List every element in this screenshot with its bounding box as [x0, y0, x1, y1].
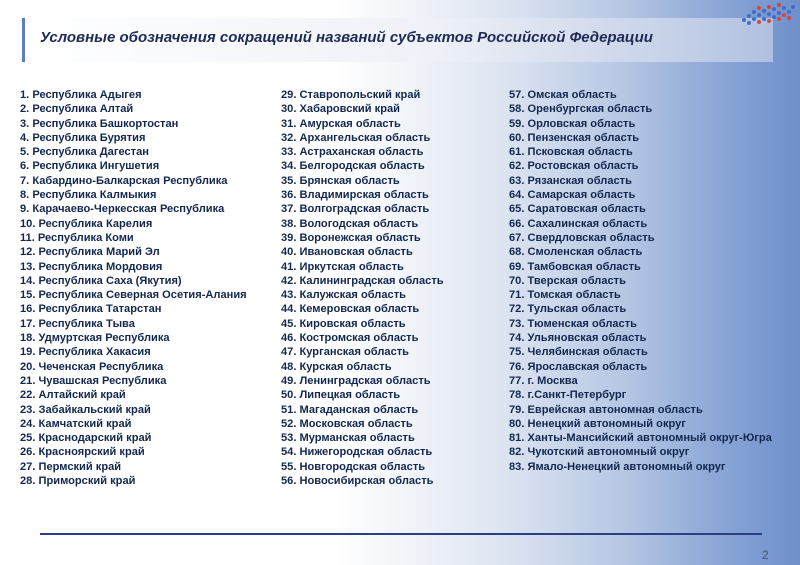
region-item: 27. Пермский край	[20, 460, 122, 473]
region-item: 79. Еврейская автономная область	[509, 403, 703, 416]
region-item: 49. Ленинградская область	[281, 374, 431, 387]
page-number: 2	[762, 548, 769, 562]
regions-column-2	[281, 88, 501, 488]
region-item: 57. Омская область	[509, 89, 617, 101]
region-item: 33. Астраханская область	[281, 146, 424, 159]
region-item: 38. Вологодская область	[281, 217, 419, 230]
region-item: 9. Карачаево-Черкесская Республика	[20, 203, 225, 216]
region-item: 64. Самарская область	[509, 189, 636, 202]
region-item: 46. Костромская область	[281, 332, 419, 345]
region-item: 45. Кировская область	[281, 317, 406, 330]
region-item: 70. Тверская область	[509, 274, 626, 287]
region-item: 16. Республика Татарстан	[20, 303, 162, 316]
region-item: 78. г.Санкт-Петербург	[509, 389, 627, 402]
region-item: 76. Ярославская область	[509, 360, 648, 373]
region-item: 50. Липецкая область	[281, 389, 401, 402]
region-item: 43. Калужская область	[281, 289, 406, 302]
region-item: 63. Рязанская область	[509, 174, 632, 187]
region-item: 48. Курская область	[281, 360, 392, 373]
region-item: 69. Тамбовская область	[509, 260, 641, 273]
region-item: 82. Чукотский автономный округ	[509, 446, 690, 459]
region-item: 51. Магаданская область	[281, 403, 419, 416]
region-item: 19. Республика Хакасия	[20, 346, 151, 359]
region-item: 13. Республика Мордовия	[20, 260, 163, 273]
region-item: 53. Мурманская область	[281, 432, 415, 445]
region-item: 83. Ямало-Ненецкий автономный округ	[509, 460, 726, 473]
region-item: 26. Красноярский край	[20, 446, 145, 459]
region-item: 74. Ульяновская область	[509, 332, 647, 345]
region-item: 47. Курганская область	[281, 346, 410, 359]
region-item: 71. Томская область	[509, 289, 621, 302]
region-item: 4. Республика Бурятия	[20, 131, 146, 144]
region-item: 62. Ростовская область	[509, 160, 639, 173]
region-item: 2. Республика Алтай	[20, 103, 134, 116]
region-item: 65. Саратовская область	[509, 203, 646, 216]
region-item: 39. Воронежская область	[281, 231, 421, 244]
region-item: 15. Республика Северная Осетия-Алания	[20, 289, 247, 302]
region-item: 54. Нижегородская область	[281, 446, 433, 459]
region-item: 32. Архангельская область	[281, 131, 431, 144]
region-item: 10. Республика Карелия	[20, 217, 153, 230]
region-item: 23. Забайкальский край	[20, 403, 151, 416]
region-item: 11. Республика Коми	[20, 231, 134, 244]
region-item: 34. Белгородская область	[281, 160, 425, 173]
region-item: 56. Новосибирская область	[281, 475, 434, 488]
region-item: 24. Камчатский край	[20, 417, 132, 430]
region-item: 7. Кабардино-Балкарская Республика	[20, 174, 228, 187]
region-item: 41. Иркутская область	[281, 260, 404, 273]
region-item: 1. Республика Адыгея	[20, 89, 142, 101]
region-item: 5. Республика Дагестан	[20, 146, 149, 159]
region-item: 44. Кемеровская область	[281, 303, 420, 316]
region-item: 3. Республика Башкортостан	[20, 117, 179, 130]
region-item: 58. Оренбургская область	[509, 103, 653, 116]
region-item: 68. Смоленская область	[509, 246, 643, 259]
regions-column-1	[20, 88, 275, 488]
regions-column-3	[509, 88, 795, 474]
region-item: 28. Приморский край	[20, 475, 136, 488]
region-item: 22. Алтайский край	[20, 389, 126, 402]
dotted-map-logo-icon	[740, 2, 796, 28]
region-item: 20. Чеченская Республика	[20, 360, 164, 373]
region-item: 12. Республика Марий Эл	[20, 246, 160, 259]
region-item: 21. Чувашская Республика	[20, 374, 167, 387]
region-item: 6. Республика Ингушетия	[20, 160, 160, 173]
region-item: 77. г. Москва	[509, 374, 578, 387]
region-item: 14. Республика Саха (Якутия)	[20, 274, 182, 287]
region-item: 31. Амурская область	[281, 117, 401, 130]
region-item: 8. Республика Калмыкия	[20, 189, 157, 202]
region-item: 30. Хабаровский край	[281, 103, 400, 116]
region-item: 60. Пензенская область	[509, 131, 640, 144]
region-item: 61. Псковская область	[509, 146, 633, 159]
region-item: 75. Челябинская область	[509, 346, 648, 359]
region-item: 37. Волгоградская область	[281, 203, 430, 216]
region-item: 42. Калининградская область	[281, 274, 444, 287]
region-item: 59. Орловская область	[509, 117, 636, 130]
region-item: 52. Московская область	[281, 417, 413, 430]
region-item: 25. Краснодарский край	[20, 432, 152, 445]
region-item: 67. Свердловская область	[509, 231, 655, 244]
region-item: 36. Владимирская область	[281, 189, 429, 202]
region-item: 73. Тюменская область	[509, 317, 637, 330]
region-item: 66. Сахалинская область	[509, 217, 648, 230]
region-item: 17. Республика Тыва	[20, 317, 135, 330]
footer-divider	[40, 533, 762, 535]
region-item: 18. Удмуртская Республика	[20, 332, 170, 345]
region-item: 35. Брянская область	[281, 174, 400, 187]
region-item: 81. Ханты-Мансийский автономный округ-Югра	[509, 432, 772, 445]
region-item: 72. Тульская область	[509, 303, 627, 316]
region-item: 55. Новгородская область	[281, 460, 426, 473]
region-item: 29. Ставропольский край	[281, 89, 421, 101]
region-item: 40. Ивановская область	[281, 246, 413, 259]
page-title: Условные обозначения сокращений названий субъектов Российской Федерации	[40, 29, 653, 46]
region-item: 80. Ненецкий автономный округ	[509, 417, 686, 430]
